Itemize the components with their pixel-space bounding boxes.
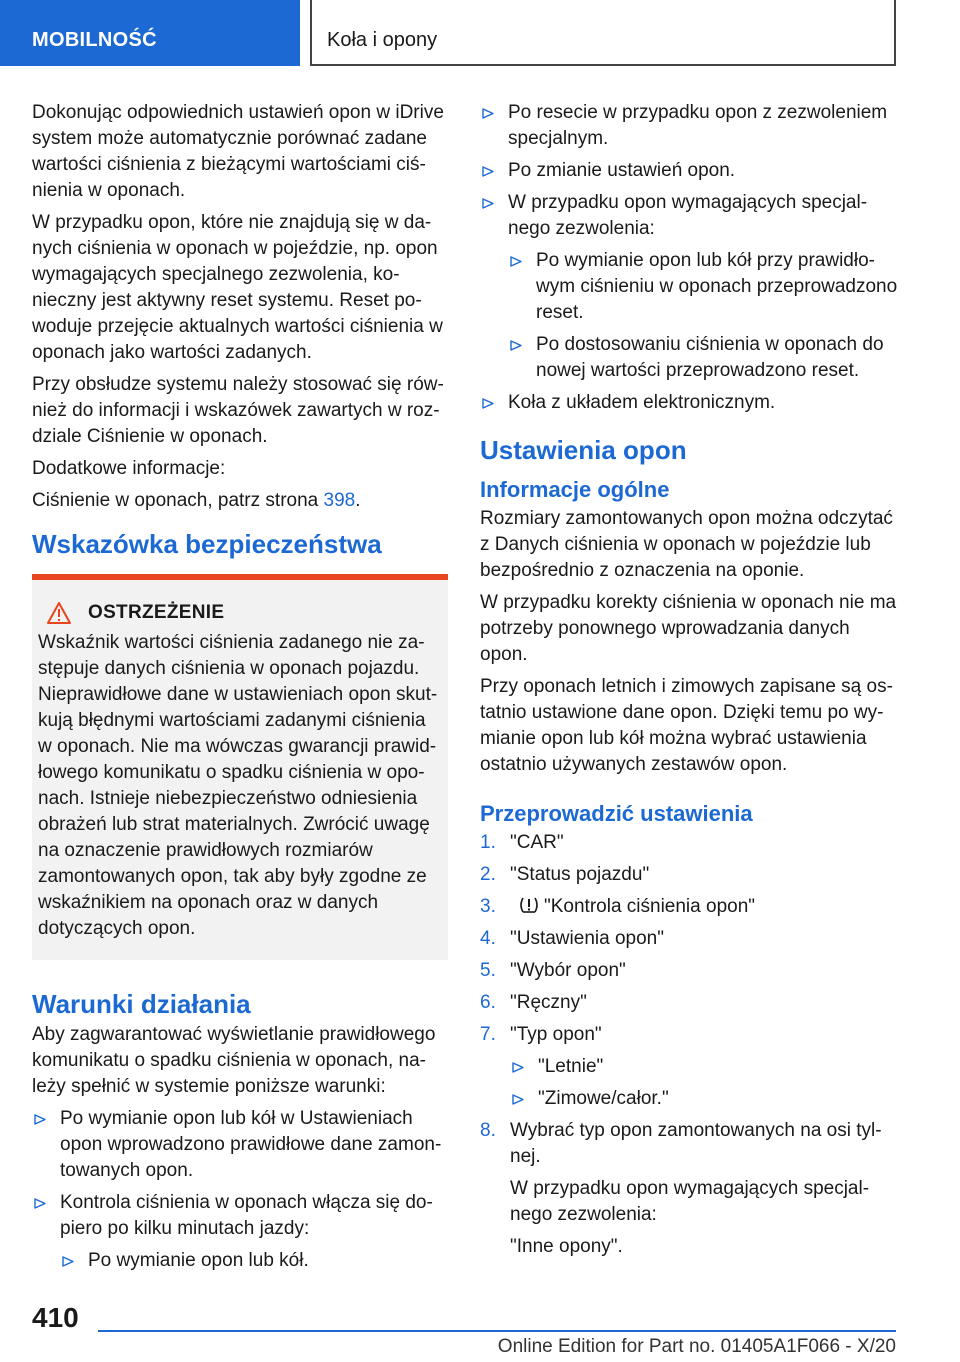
list-item-text: W przypadku opon wymagających specjalnego zezwolenia: [508, 192, 868, 239]
warning-text: Wskaźnik wartości ciśnienia zadanego nie zastępuje danych ciśnienia w oponach pojazdu. Nieprawidłowe dane w ustawieniach opon skutkują błędnymi wartościami zadanymi ciśnienia w oponach. Nie ma wówczas gwarancji prawidłowego komunikatu o spadku ciśnienia w oponach. Istnieje niebezpieczeństwo odniesienia obrażeń lub strat materialnych. Zwrócić uwagę na oznaczenie prawidłowych rozmiarów zamontowanych opon, tak aby były zgodne ze wskaźnikiem na oponach oraz w danych dotyczących opon. [38, 632, 438, 939]
footer-edition: Online Edition for Part no. 01405A1F066 - X/20 [497, 1336, 896, 1357]
step-text: "Ręczny" [510, 992, 587, 1013]
list-item-text: Kontrola ciśnienia w oponach włącza się dopiero po kilku minutach jazdy: [60, 1192, 433, 1239]
reference-end: . [355, 490, 361, 511]
chapter-title: Koła i opony [310, 0, 896, 66]
step-number: 4. [480, 928, 496, 949]
page-reference [32, 488, 448, 514]
conditions-list-continued [480, 100, 898, 416]
triangle-right-icon [34, 1114, 46, 1125]
list-item [480, 100, 898, 152]
step-item [480, 830, 898, 856]
step-number: 1. [480, 832, 496, 853]
triangle-right-icon [482, 108, 494, 119]
list-item-text: "Zimowe/całor." [538, 1088, 669, 1109]
steps-list [480, 830, 898, 1260]
reference-text: Ciśnienie w oponach, patrz strona [32, 490, 324, 511]
warning-box [32, 574, 448, 960]
list-item [508, 248, 898, 326]
list-item [480, 158, 898, 184]
conditions-list [32, 1106, 448, 1274]
step-text: "CAR" [510, 832, 564, 853]
list-item [480, 100, 898, 184]
step-item [480, 862, 898, 888]
triangle-right-icon [482, 166, 494, 177]
list-item [508, 332, 898, 384]
paragraph: Przy oponach letnich i zimowych zapisane są ostatnio ustawione dane opon. Dzięki temu po wymianie opon lub kół można wybrać ustawienia ostatnio używanych zestawów opon. [480, 676, 893, 775]
right-column [480, 100, 898, 1266]
step-item [480, 1022, 898, 1112]
step-text: "Ustawienia opon" [510, 928, 664, 949]
step-number: 2. [480, 864, 496, 885]
triangle-right-icon [482, 198, 494, 209]
list-item [480, 190, 898, 384]
section-tab: MOBILNOŚĆ [0, 0, 300, 66]
paragraph: Rozmiary zamontowanych opon można odczytać z Danych ciśnienia w oponach w pojeździe lub bezpośrednio z oznaczenia na oponie. [480, 508, 893, 581]
sub-list [60, 1248, 448, 1274]
step-text: "Status pojazdu" [510, 864, 650, 885]
list-item-text: Po resecie w przypadku opon z zezwoleniem specjalnym. [508, 102, 888, 149]
list-item-text: Po wymianie opon lub kół. [88, 1250, 309, 1271]
paragraph: W przypadku korekty ciśnienia w oponach nie ma potrzeby ponownego wprowadzania danych opon. [480, 592, 897, 665]
page-link-398[interactable]: 398 [323, 490, 356, 511]
general-heading: Informacje ogólne [480, 477, 670, 502]
conditions-intro: Aby zagwarantować wyświetlanie prawidłowego komunikatu o spadku ciśnienia w oponach, należy spełnić w systemie poniższe warunki: [32, 1024, 436, 1097]
sub-list [508, 248, 898, 384]
triangle-right-icon [34, 1198, 46, 1209]
sub-list [480, 100, 898, 184]
list-item [60, 1248, 448, 1274]
list-item [32, 1106, 448, 1184]
list-item-text: Koła z układem elektronicznym. [508, 392, 776, 413]
step-item [480, 894, 898, 920]
left-column [32, 100, 448, 1280]
paragraph: Przy obsłudze systemu należy stosować się również do informacji i wskazówek zawartych w rozdziale Ciśnienie w oponach. [32, 374, 444, 447]
list-item [32, 1190, 448, 1274]
procedure-heading: Przeprowadzić ustawienia [480, 801, 753, 826]
tire-pressure-icon [518, 895, 540, 915]
list-item-text: "Letnie" [538, 1056, 604, 1077]
list-item [480, 390, 898, 416]
safety-heading: Wskazówka bezpieczeństwa [32, 529, 382, 559]
step-item [480, 1118, 898, 1260]
step-number: 7. [480, 1024, 496, 1045]
list-item [510, 1086, 898, 1112]
page-number: 410 [32, 1302, 79, 1333]
list-item [510, 1054, 898, 1080]
step-note: W przypadku opon wymagających specjalnego zezwolenia: [510, 1178, 870, 1225]
list-item-text: Po dostosowaniu ciśnienia w oponach do nowej wartości przeprowadzono reset. [536, 334, 884, 381]
triangle-right-icon [62, 1256, 74, 1267]
settings-heading: Ustawienia opon [480, 435, 687, 465]
list-item-text: Po wymianie opon lub kół w Ustawieniach opon wprowadzono prawidłowe dane zamontowanych opon. [60, 1108, 442, 1181]
step-text: "Typ opon" [510, 1024, 602, 1045]
triangle-right-icon [510, 256, 522, 267]
list-item-text: Po wymianie opon lub kół przy prawidłowym ciśnieniu w oponach przeprowadzono reset. [536, 250, 898, 323]
warning-title: OSTRZEŻENIE [88, 602, 225, 623]
list-item-text: Po zmianie ustawień opon. [508, 160, 736, 181]
step-text: "Kontrola ciśnienia opon" [544, 896, 756, 917]
warning-header [38, 600, 440, 626]
sub-list [510, 1054, 898, 1112]
step-text: Wybrać typ opon zamontowanych na osi tylnej. [510, 1120, 882, 1167]
step-number: 3. [480, 896, 496, 917]
step-note: "Inne opony". [510, 1236, 623, 1257]
paragraph: Dodatkowe informacje: [32, 458, 226, 479]
triangle-right-icon [512, 1094, 524, 1105]
triangle-right-icon [512, 1062, 524, 1073]
step-number: 5. [480, 960, 496, 981]
step-item [480, 990, 898, 1016]
warning-triangle-icon [46, 601, 88, 625]
step-number: 6. [480, 992, 496, 1013]
step-number: 8. [480, 1120, 496, 1141]
triangle-right-icon [482, 398, 494, 409]
paragraph: Dokonując odpowiednich ustawień opon w iDrive system może automatycznie porównać zadane wartości ciśnienia z bieżącymi wartościami ciśnienia w oponach. [32, 102, 444, 201]
footer-divider [98, 1330, 896, 1332]
step-item [480, 958, 898, 984]
page-header [0, 0, 960, 66]
triangle-right-icon [510, 340, 522, 351]
paragraph: W przypadku opon, które nie znajdują się w danych ciśnienia w oponach w pojeździe, np. opon wymagających specjalnego zezwolenia, konieczny jest aktywny reset systemu. Reset powoduje przejęcie aktualnych wartości ciśnienia w oponach jako wartości zadanych. [32, 212, 443, 363]
conditions-heading: Warunki działania [32, 989, 251, 1019]
step-item [480, 926, 898, 952]
step-text: "Wybór opon" [510, 960, 626, 981]
